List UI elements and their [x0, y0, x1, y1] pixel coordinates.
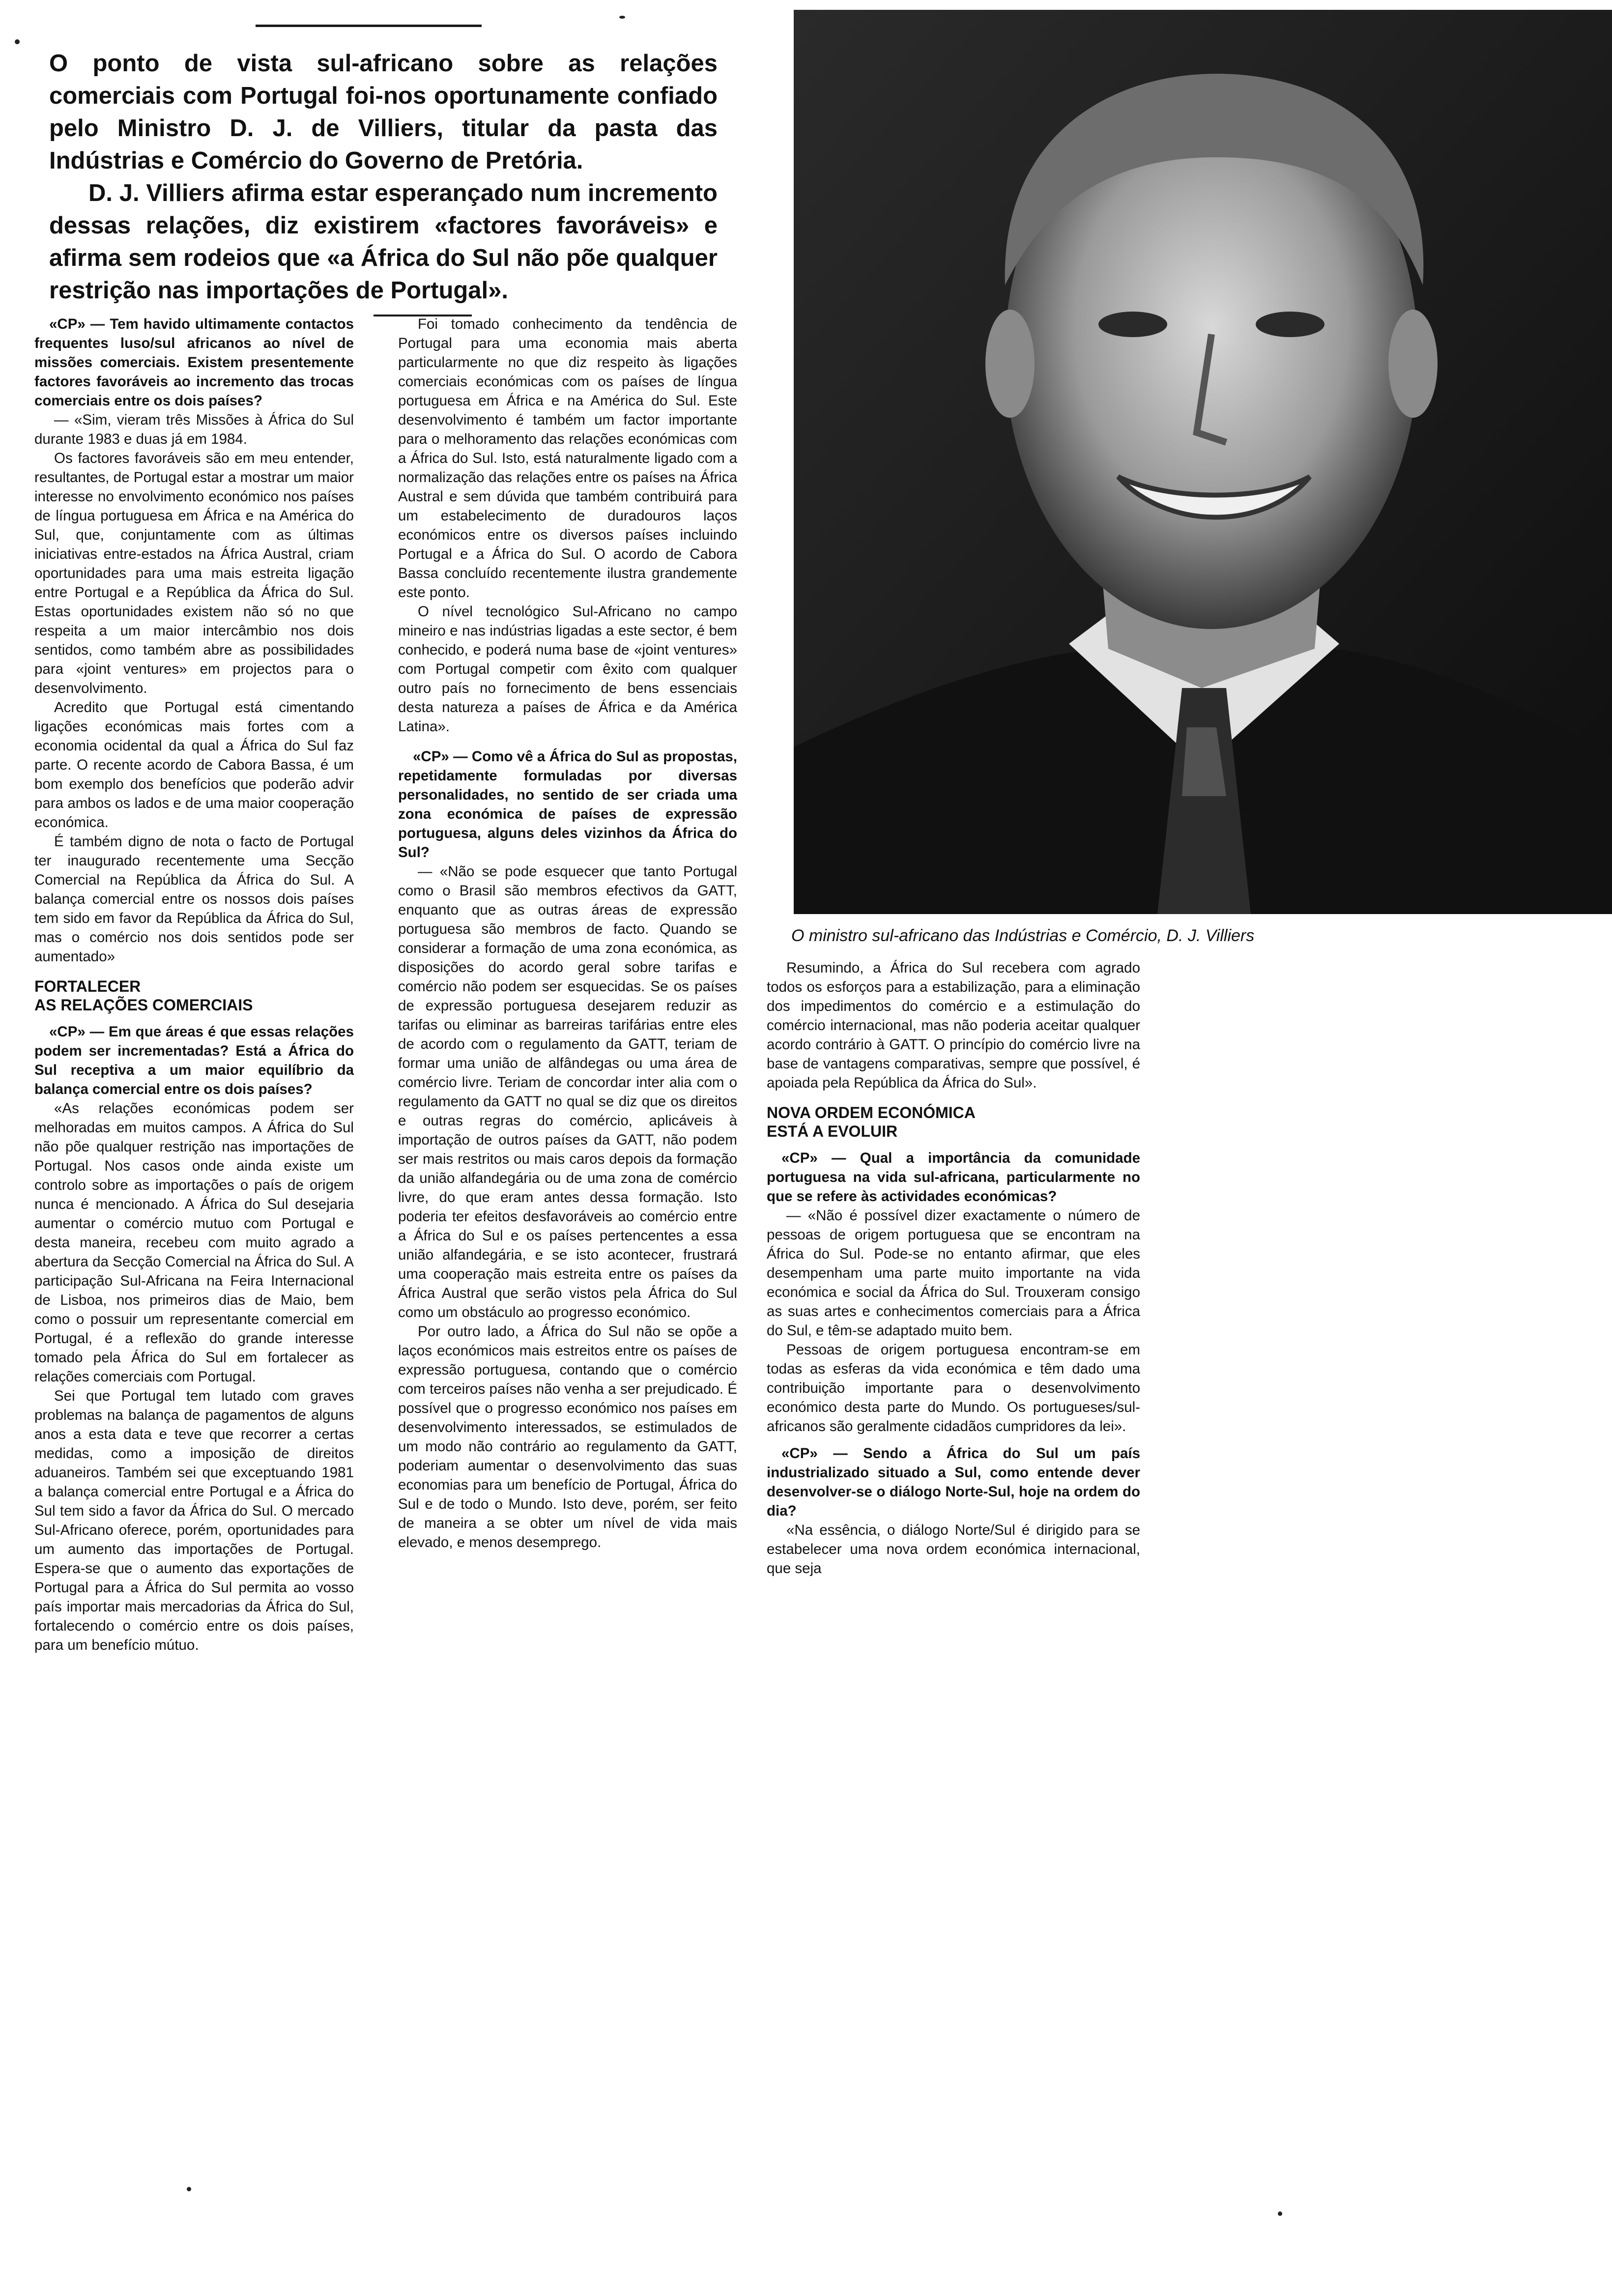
section-heading — [767, 1103, 1140, 1141]
minister-portrait-photo — [794, 10, 1612, 914]
lead-paragraph-1: O ponto de vista sul-africano sobre as relações comerciais com Portugal foi-nos oportunamente confiado pelo Ministro D. J. de Villiers, titular da pasta das Indústrias e Comércio do Governo de Pretória. — [49, 50, 718, 174]
interview-answer: — «Não é possível dizer exactamente o número de pessoas de origem portuguesa que se encontram na África do Sul. Pode-se no entanto afirmar, que eles desempenham uma parte muito importante na vida económica e social da África do Sul. Trouxeram consigo as suas artes e conhecimentos comerciais para a África do Sul, e têm-se adaptado muito bem. — [767, 1207, 1140, 1339]
article-column-1 — [34, 315, 354, 1655]
interview-question: «CP» — Tem havido ultimamente contactos frequentes luso/sul africanos ao nível de missões comerciais. Existem presentemente factores favoráveis ao incremento das trocas comerciais entre os dois países? — [34, 316, 354, 409]
article-lead — [49, 47, 718, 307]
body-paragraph: Resumindo, a África do Sul recebera com agrado todos os esforços para a estabilização, para a eliminação dos impedimentos do comércio e a estimulação do comércio internacional, mas não poderia aceitar qualquer acordo contrário à GATT. O princípio do comércio livre na base de vantagens comparativas, sempre que possível, é apoiada pela República da África do Sul». — [767, 960, 1140, 1091]
interview-question: «CP» — Qual a importância da comunidade portuguesa na vida sul-africana, particularmente no que se refere às actividades económicas? — [767, 1150, 1140, 1205]
body-paragraph: É também digno de nota o facto de Portugal ter inaugurado recentemente uma Secção Comercial na República da África do Sul. A balança comercial entre os nossos dois países tem sido em favor da República da África do Sul, mas o comércio nos dois sentidos pode ser aumentado» — [34, 833, 354, 965]
section-heading — [34, 977, 354, 1014]
print-speck — [619, 16, 625, 19]
section-heading-line: AS RELAÇÕES COMERCIAIS — [34, 996, 253, 1014]
top-rule — [256, 25, 482, 27]
interview-question: «CP» — Sendo a África do Sul um país industrializado situado a Sul, como entende dever desenvolver-se o diálogo Norte-Sul, hoje na ordem do dia? — [767, 1445, 1140, 1519]
interview-question: «CP» — Em que áreas é que essas relações podem ser incrementadas? Está a África do Sul receptiva a um maior equilíbrio da balança comercial entre os dois países? — [34, 1024, 354, 1097]
body-paragraph: Os factores favoráveis são em meu entender, resultantes, de Portugal estar a mostrar um maior interesse no envolvimento económico nos países de língua portuguesa em África e na América do Sul, que, conjuntamente com as últimas iniciativas entre-estados na África Austral, criam oportunidades para uma mais estreita ligação entre Portugal e a República da África do Sul. Estas oportunidades existem não só no que respeita a um maior intercâmbio nos dois sentidos, como também abre as possibilidades para «joint ventures» em projectos para o desenvolvimento. — [34, 450, 354, 696]
body-paragraph: Sei que Portugal tem lutado com graves problemas na balança de pagamentos de alguns anos a esta data e teve que recorrer a certas medidas, como a imposição de direitos aduaneiros. Também sei que exceptuando 1981 a balança comercial entre Portugal e a África do Sul tem sido a favor da África do Sul. O mercado Sul-Africano oferece, porém, oportunidades para um aumento das importações de Portugal. Espera-se que o aumento das exportações de Portugal para a África do Sul permita ao vosso país importar mais mercadorias da África do Sul, fortalecendo o comércio entre os dois países, para um benefício mútuo. — [34, 1388, 354, 1653]
body-paragraph: Pessoas de origem portuguesa encontram-se em todas as esferas da vida económica e têm dado uma contribuição importante para o desenvolvimento económico desta parte do Mundo. Os portugueses/sul-africanos são geralmente cidadãos cumpridores da lei». — [767, 1342, 1140, 1435]
section-heading-line: FORTALECER — [34, 977, 141, 995]
interview-answer: «As relações económicas podem ser melhoradas em muitos campos. A África do Sul não põe qualquer restrição nas importações de Portugal. Nos casos onde ainda existe um controlo sobre as importações o país de origem nunca é mencionado. A África do Sul desejaria aumentar o comércio mutuo com Portugal e desta maneira, recebeu com muito agrado a abertura da Secção Comercial na África do Sul. A participação Sul-Africana na Feira Internacional de Lisboa, nos primeiros dias de Maio, bem como o possuir um representante comercial em Portugal, é a reflexão do grande interesse tomado pela África do Sul em fortalecer as relações comerciais com Portugal. — [34, 1100, 354, 1385]
section-heading-line: NOVA ORDEM ECONÓMICA — [767, 1104, 976, 1121]
body-paragraph: Foi tomado conhecimento da tendência de Portugal para uma economia mais aberta particularmente no que diz respeito às ligações comerciais económicas com os países de língua portuguesa em África e na América do Sul. Este desenvolvimento é também um factor importante para o melhoramento das relações económicas com a África do Sul. Isto, está naturalmente ligado com a normalização das relações entre os países na África Austral e sem dúvida que também contribuirá para um estabelecimento de duradouros laços económicos entre os diversos países incluindo Portugal e a África do Sul. O acordo de Cabora Bassa concluído recentemente ilustra grandemente este ponto. — [398, 316, 737, 601]
body-paragraph: Por outro lado, a África do Sul não se opõe a laços económicos mais estreitos entre os países de expressão portuguesa, contando que o comércio com terceiros países não venha a ser prejudicado. É possível que o progresso económico nos países em desenvolvimento interessados, se estimulados de um modo não contrário ao regulamento da GATT, poderiam aumentar o desenvolvimento das suas economias para um benefício de Portugal, África do Sul e de todo o Mundo. Isto deve, porém, ser feito de maneira a se obter um nível de vida mais elevado, e menos desemprego. — [398, 1323, 737, 1550]
print-speck — [187, 2187, 191, 2191]
photo-caption: O ministro sul-africano das Indústrias e Comércio, D. J. Villiers — [791, 926, 1255, 945]
print-speck — [1278, 2211, 1282, 2216]
body-paragraph: Acredito que Portugal está cimentando ligações económicas mais fortes com a economia ocidental da qual a África do Sul faz parte. O recente acordo de Cabora Bassa, é um bom exemplo dos benefícios que poderão advir para ambos os lados e de uma maior cooperação económica. — [34, 699, 354, 831]
body-paragraph: O nível tecnológico Sul-Africano no campo mineiro e nas indústrias ligadas a este sector, é bem conhecido, e poderá numa base de «joint ventures» com Portugal competir com êxito com qualquer outro país no fornecimento de bens essenciais desta natureza a países de África e da América Latina». — [398, 603, 737, 735]
interview-answer: — «Sim, vieram três Missões à África do Sul durante 1983 e duas já em 1984. — [34, 412, 354, 447]
article-column-3 — [767, 958, 1140, 1578]
section-heading-line: ESTÁ A EVOLUIR — [767, 1122, 898, 1140]
print-speck — [15, 39, 20, 44]
lead-paragraph-2: D. J. Villiers afirma estar esperançado num incremento dessas relações, diz existirem «factores favoráveis» e afirma sem rodeios que «a África do Sul não põe qualquer restrição nas importações de Portugal». — [49, 180, 718, 304]
interview-answer: — «Não se pode esquecer que tanto Portugal como o Brasil são membros efectivos da GATT, enquanto que as outras áreas de expressão portuguesa são membros de facto. Quando se considerar a formação de uma zona económica, as disposições do acordo geral sobre tarifas e comércio não podem ser esquecidas. Se os países de expressão portuguesa desejarem reduzir as tarifas ou eliminar as barreiras tarifárias entre eles de acordo com o regulamento da GATT, teriam de formar uma união de alfândegas ou uma área de comércio livre. Teriam de concordar inter alia com o regulamento da GATT no qual se diz que os direitos e outras regras do comércio, aplicáveis à importação de outros países da GATT, não podem ser mais restritos ou mais caros depois da formação da união alfandegária ou de uma zona de comércio livre, do que eram antes dessa formação. Isto poderia ter efeitos desfavoráveis ao comércio entre a África do Sul e os países pertencentes a essa união alfandegária, e se isto acontecer, frustrará uma cooperação mais estreita entre os países da África Austral que serão vistos pela África do Sul como um obstáculo ao progresso económico. — [398, 863, 737, 1320]
interview-question: «CP» — Como vê a África do Sul as propostas, repetidamente formuladas por diversas personalidades, no sentido de ser criada uma zona económica de países de expressão portuguesa, alguns deles vizinhos da África do Sul? — [398, 748, 737, 861]
article-column-2 — [398, 315, 737, 1552]
interview-answer: «Na essência, o diálogo Norte/Sul é dirigido para se estabelecer uma nova ordem económica internacional, que seja — [767, 1522, 1140, 1577]
